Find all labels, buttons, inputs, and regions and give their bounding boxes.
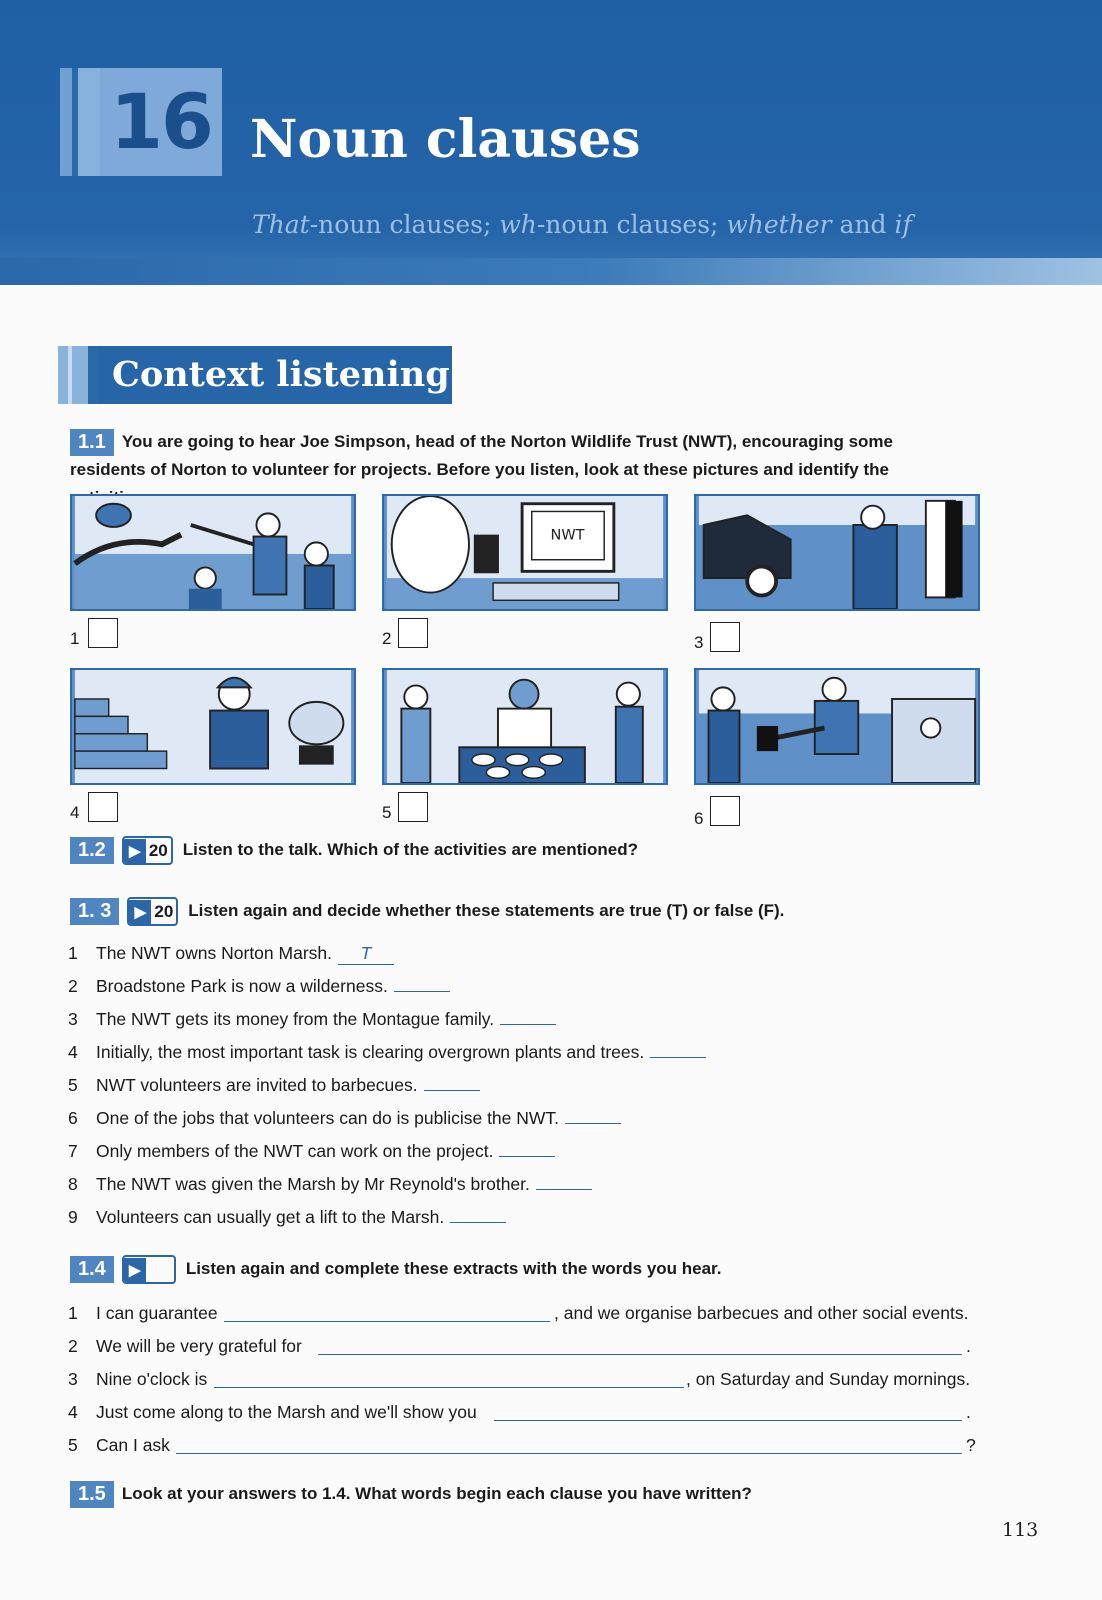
list-item: 4 Initially, the most important task is clearing overgrown plants and trees.	[68, 1036, 706, 1069]
list-item: 5 Can I ask ?	[68, 1435, 976, 1455]
play-icon: ▶	[124, 839, 146, 864]
answer-blank[interactable]	[394, 991, 450, 992]
exercise-instruction: Listen to the talk. Which of the activities are mentioned?	[182, 840, 639, 859]
list-item: 6 One of the jobs that volunteers can do is publicise the NWT.	[68, 1102, 706, 1135]
exercise-number: 1.5	[70, 1481, 114, 1508]
list-item: 3 The NWT gets its money from the Montague family.	[68, 1003, 706, 1036]
picture-4-answer-box[interactable]	[88, 792, 118, 822]
section-decor-bars	[58, 346, 98, 404]
picture-number: 4	[70, 803, 80, 822]
exercise-1-4	[70, 1255, 721, 1284]
answer-blank[interactable]	[565, 1123, 621, 1124]
list-item: 4 Just come along to the Marsh and we'll show you .	[68, 1402, 971, 1422]
unit-decor-bars	[60, 68, 100, 176]
unit-subtitle: That-noun clauses; wh-noun clauses; whether and if	[252, 210, 912, 239]
section-title: Context listening	[98, 346, 452, 404]
bricklaying-illustration	[72, 670, 354, 783]
true-false-list	[68, 937, 706, 1234]
barbecue-illustration	[384, 670, 666, 783]
answer-blank[interactable]	[424, 1090, 480, 1091]
answer-blank[interactable]	[450, 1222, 506, 1223]
exercise-1-3	[70, 897, 784, 926]
audio-track-button[interactable]: ▶ 20	[122, 836, 173, 865]
fill-in-blank[interactable]	[318, 1354, 962, 1355]
computer-illustration	[384, 496, 666, 609]
hammering-illustration	[696, 670, 978, 783]
picture-6-hammering	[694, 668, 980, 785]
picture-6-answer-box[interactable]	[710, 796, 740, 826]
answer-blank[interactable]	[650, 1057, 706, 1058]
exercise-instruction: Look at your answers to 1.4. What words begin each clause you have written?	[121, 1484, 752, 1503]
picture-number: 6	[694, 809, 704, 828]
picture-number: 5	[382, 803, 392, 822]
audio-track-button[interactable]: ▶ 20	[127, 897, 178, 926]
exercise-1-5	[70, 1480, 752, 1508]
exercise-1-2	[70, 836, 638, 865]
exercise-instruction: Listen again and complete these extracts with the words you hear.	[185, 1259, 722, 1278]
picture-3-answer-box[interactable]	[710, 622, 740, 652]
picture-4-bricklaying	[70, 668, 356, 785]
header-strip	[0, 258, 1102, 285]
list-item: 2 Broadstone Park is now a wilderness.	[68, 970, 706, 1003]
exercise-number: 1. 3	[70, 898, 119, 925]
exercise-instruction: Listen again and decide whether these statements are true (T) or false (F).	[188, 901, 785, 920]
picture-3-driving	[694, 494, 980, 611]
answer-blank[interactable]	[500, 1024, 556, 1025]
page-number: 113	[1002, 1519, 1039, 1541]
picture-number: 2	[382, 629, 392, 648]
list-item: 3 Nine o'clock is , on Saturday and Sunday mornings.	[68, 1369, 971, 1389]
picture-1-answer-box[interactable]	[88, 618, 118, 648]
list-item: 7 Only members of the NWT can work on the project.	[68, 1135, 706, 1168]
exercise-instruction: You are going to hear Joe Simpson, head of the Norton Wildlife Trust (NWT), encouraging some residents of Norton to volunteer for projects. Before you listen, look at these pictures and identify the	[70, 432, 893, 480]
exercise-number: 1.2	[70, 837, 114, 864]
play-icon: ▶	[129, 900, 151, 925]
birdwatching-illustration	[72, 496, 354, 609]
list-item: 5 NWT volunteers are invited to barbecues.	[68, 1069, 706, 1102]
list-item: 1 I can guarantee , and we organise barbecues and other social events.	[68, 1303, 969, 1323]
fill-in-blank[interactable]	[176, 1453, 962, 1454]
list-item: 2 We will be very grateful for .	[68, 1336, 971, 1356]
audio-track-button[interactable]	[122, 1255, 176, 1284]
fill-in-blank[interactable]	[224, 1321, 550, 1322]
answer-blank[interactable]	[536, 1189, 592, 1190]
picture-number: 3	[694, 633, 704, 652]
fill-in-blank[interactable]	[494, 1420, 962, 1421]
fill-in-blank[interactable]	[214, 1387, 684, 1388]
list-item: 9 Volunteers can usually get a lift to the Marsh.	[68, 1201, 706, 1234]
picture-5-barbecue	[382, 668, 668, 785]
answer-blank[interactable]	[499, 1156, 555, 1157]
exercise-number: 1.4	[70, 1256, 114, 1283]
list-item: 1 The NWT owns Norton Marsh. T	[68, 937, 706, 970]
picture-2-answer-box[interactable]	[398, 618, 428, 648]
car-door-illustration	[696, 496, 978, 609]
answer-blank[interactable]: T	[338, 942, 394, 965]
unit-number: 16	[100, 68, 222, 176]
extracts-list	[68, 1297, 980, 1462]
picture-2-computer	[382, 494, 668, 611]
nwt-sign: NWT	[550, 527, 585, 544]
unit-title: Noun clauses	[250, 109, 641, 170]
picture-1-birdwatching	[70, 494, 356, 611]
play-icon: ▶	[124, 1258, 146, 1283]
list-item: 8 The NWT was given the Marsh by Mr Reynold's brother.	[68, 1168, 706, 1201]
exercise-number: 1.1	[70, 429, 114, 456]
picture-number: 1	[70, 629, 80, 648]
picture-5-answer-box[interactable]	[398, 792, 428, 822]
